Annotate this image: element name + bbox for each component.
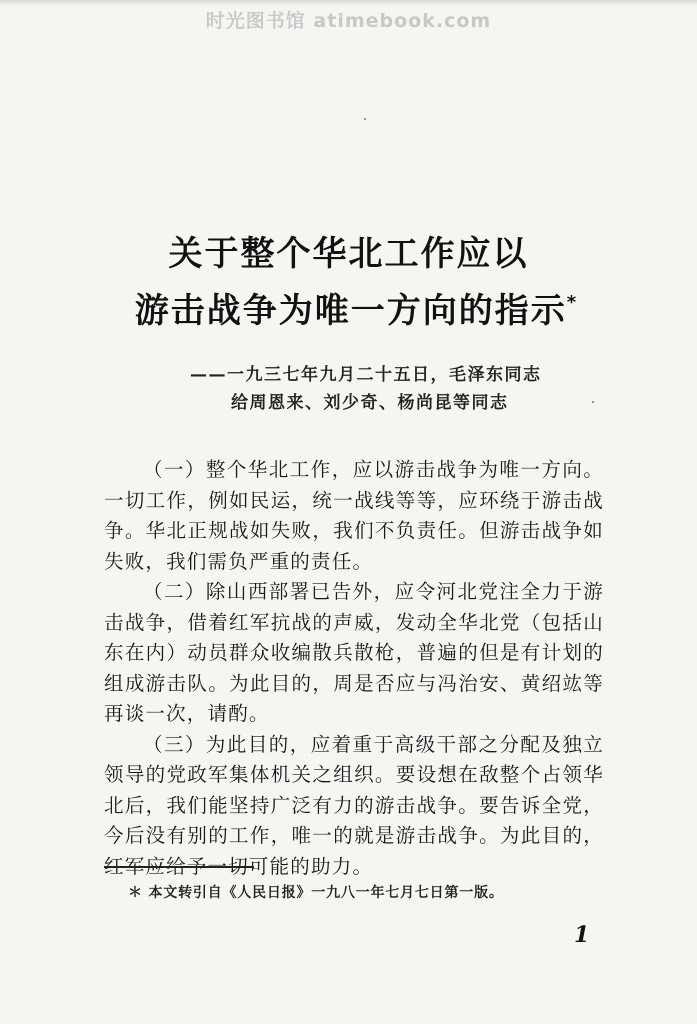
attribution-line1: ——一九三七年九月二十五日，毛泽东同志: [190, 365, 542, 385]
scan-speck: [364, 118, 366, 120]
document-title-line1: [0, 226, 697, 275]
watermark: 时光图书馆 atimebook.com: [205, 10, 492, 32]
page-number: 1: [574, 922, 590, 948]
title-footnote-mark: *: [566, 292, 579, 313]
title-text-line1: 关于整个华北工作应以: [168, 234, 529, 274]
paragraph-1: （一）整个华北工作，应以游击战争为唯一方向。一切工作，例如民运，统一战线等等，应环绕于游击战争。华北正规战如失败，我们不负责任。但游击战争如失败，我们需负严重的责任。: [104, 458, 604, 573]
scan-speck: [592, 401, 594, 403]
attribution-line2: 给周恩来、刘少奇、杨尚昆等同志: [231, 393, 509, 413]
footnote: ＊ 本文转引自《人民日报》一九八一年七月七日第一版。: [128, 885, 504, 901]
document-body: [104, 455, 604, 882]
document-title-line2: [8, 283, 697, 332]
footnote-rule: [104, 866, 254, 868]
title-text-line2: 游击战争为唯一方向的指示: [134, 291, 567, 331]
paragraph-2: （二）除山西部署已告外，应令河北党注全力于游击战争，借着红军抗战的声威，发动全华北党（包括山东在内）动员群众收编散兵散枪，普遍的但是有计划的组成游击队。为此目的，周是否应与冯治安、黄绍竑等再谈一次，请酌。: [104, 580, 604, 725]
paragraph-3: （三）为此目的，应着重于高级干部之分配及独立领导的党政军集体机关之组织。要设想在敌整个占领华北后，我们能坚持广泛有力的游击战争。要告诉全党，今后没有别的工作，唯一的就是游击战争。为此目的，红军应给予一切可能的助力。: [104, 732, 604, 878]
